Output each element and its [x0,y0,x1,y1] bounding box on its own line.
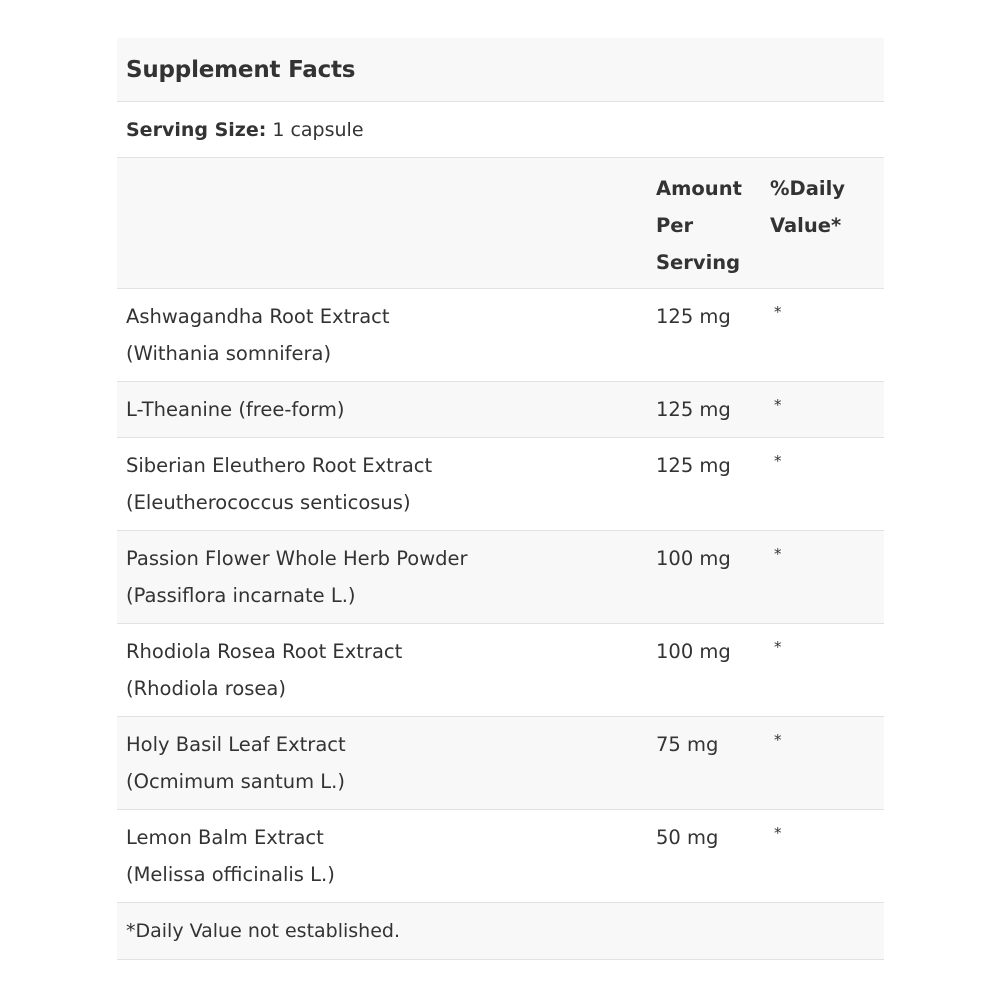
footnote-row [117,903,884,960]
ingredient-row [117,289,884,382]
ingredient-daily-value: * [774,638,782,656]
page-title: Supplement Facts [126,56,356,83]
ingredient-name: Passion Flower Whole Herb Powder [126,547,468,570]
column-header-name [117,170,656,288]
ingredient-latin-name: (Passiflora incarnate L.) [126,584,356,607]
column-header-amount [656,170,770,288]
ingredient-name-cell [117,447,656,530]
ingredient-row [117,531,884,624]
ingredient-amount: 125 mg [656,454,731,477]
ingredient-name: Rhodiola Rosea Root Extract [126,640,403,663]
serving-size-value: 1 capsule [272,118,364,141]
ingredient-name: Lemon Balm Extract [126,826,324,849]
ingredient-name: L-Theanine (free-form) [126,398,345,421]
ingredient-latin-name: (Eleutherococcus senticosus) [126,491,411,514]
ingredient-daily-value-cell [770,726,884,809]
ingredient-latin-name: (Ocmimum santum L.) [126,770,345,793]
ingredient-name: Siberian Eleuthero Root Extract [126,454,433,477]
ingredient-row [117,810,884,903]
ingredient-row [117,382,884,438]
ingredient-name-cell [117,540,656,623]
ingredient-row [117,438,884,531]
ingredient-latin-name: (Rhodiola rosea) [126,677,286,700]
ingredient-daily-value: * [774,303,782,321]
ingredient-daily-value-cell [770,819,884,902]
amount-header-line: Serving [656,251,741,274]
ingredient-daily-value-cell [770,633,884,716]
ingredient-name-cell [117,391,656,437]
column-header-daily-value [770,170,884,288]
dv-header-line: Value* [770,214,842,237]
ingredient-latin-name: (Melissa officinalis L.) [126,863,335,886]
ingredient-amount: 75 mg [656,733,719,756]
footnote: *Daily Value not established. [126,920,401,942]
ingredient-name-cell [117,726,656,809]
ingredient-daily-value-cell [770,298,884,381]
amount-header-line: Per [656,214,694,237]
ingredient-daily-value: * [774,824,782,842]
ingredient-daily-value: * [774,396,782,414]
ingredient-amount: 125 mg [656,305,731,328]
supplement-facts-table [117,38,884,960]
title-row [117,38,884,102]
ingredient-amount: 50 mg [656,826,719,849]
column-header-row [117,158,884,289]
ingredient-name-cell [117,819,656,902]
ingredient-amount: 100 mg [656,547,731,570]
ingredient-daily-value: * [774,545,782,563]
dv-header-line: %Daily [770,177,845,200]
ingredient-daily-value: * [774,452,782,470]
ingredient-row [117,717,884,810]
ingredient-daily-value-cell [770,391,884,437]
ingredient-latin-name: (Withania somnifera) [126,342,332,365]
ingredient-amount: 100 mg [656,640,731,663]
ingredient-daily-value-cell [770,540,884,623]
ingredient-daily-value-cell [770,447,884,530]
ingredient-daily-value: * [774,731,782,749]
ingredient-row [117,624,884,717]
ingredient-name: Holy Basil Leaf Extract [126,733,346,756]
ingredient-amount: 125 mg [656,398,731,421]
ingredient-name-cell [117,633,656,716]
serving-size-row [117,102,884,158]
amount-header-line: Amount [656,177,742,200]
serving-size-label: Serving Size: [126,118,267,141]
ingredient-name: Ashwagandha Root Extract [126,305,390,328]
ingredient-name-cell [117,298,656,381]
